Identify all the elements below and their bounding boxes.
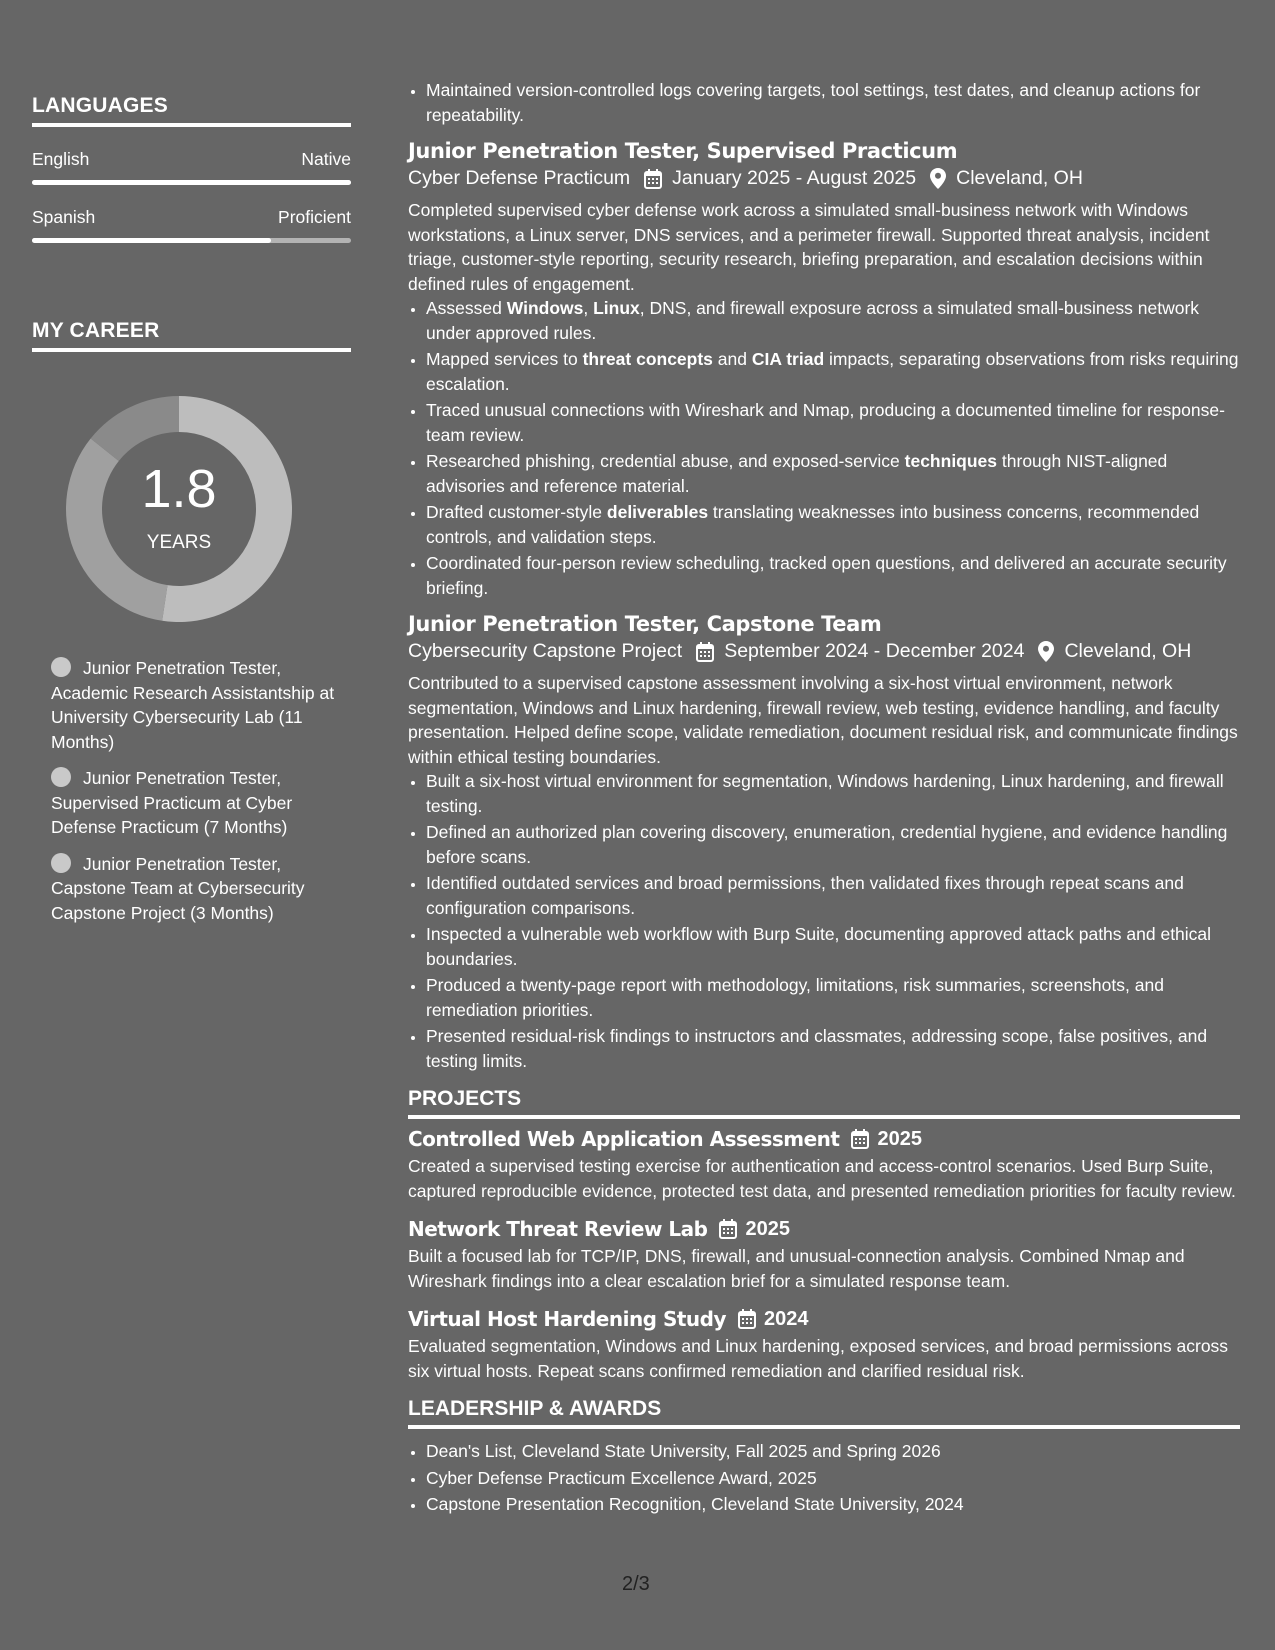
projects-heading: PROJECTS <box>408 1087 1240 1119</box>
bullet-item: • Coordinated four-person review scheduling, tracked open questions, and delivered an accurate security briefing. <box>426 551 1240 600</box>
bullet-item: • Maintained version-controlled logs covering targets, tool settings, test dates, and cleanup actions for repeatability. <box>426 78 1240 127</box>
project-description: Evaluated segmentation, Windows and Linux hardening, exposed services, and broad permissions across six virtual hosts. Repeat scans confirmed remediation and clarified residual risk. <box>408 1336 1229 1381</box>
project-year: 2024 <box>764 1307 809 1330</box>
language-bar <box>32 238 351 243</box>
job-location: Cleveland, OH <box>956 167 1083 189</box>
career-item: Junior Penetration Tester, Supervised Practicum at Cyber Defense Practicum (7 Months) <box>51 768 293 837</box>
job-entry <box>408 139 1240 600</box>
carryover-bullets <box>408 78 1240 127</box>
page-number: 2/3 <box>622 1573 650 1595</box>
career-heading: MY CAREER <box>32 319 351 352</box>
calendar-icon <box>719 1219 737 1239</box>
calendar-icon <box>851 1129 869 1149</box>
project-entry <box>408 1127 1240 1203</box>
award-item: • Cyber Defense Practicum Excellence Award, 2025 <box>426 1466 1240 1491</box>
bullet-item: • Researched phishing, credential abuse, and exposed-service techniques through NIST-aligned advisories and reference material. <box>426 449 1240 498</box>
project-description: Created a supervised testing exercise for authentication and access-control scenarios. Used Burp Suite, captured reproducible evidence, protected test data, and presented remediation priorities for faculty review. <box>408 1156 1236 1201</box>
language-english <box>32 149 351 185</box>
job-bullets <box>408 769 1240 1073</box>
career-item: Junior Penetration Tester, Academic Research Assistantship at University Cybersecurity Lab (11 Months) <box>51 658 335 752</box>
career-item: Junior Penetration Tester, Capstone Team at Cybersecurity Capstone Project (3 Months) <box>51 853 305 923</box>
language-level: Proficient <box>278 207 351 227</box>
bullet-item: • Assessed Windows, Linux, DNS, and firewall exposure across a simulated small-business network under approved rules. <box>426 296 1240 345</box>
career-list <box>51 656 351 925</box>
language-level: Native <box>301 149 351 169</box>
job-entry <box>408 612 1240 1073</box>
project-name: Virtual Host Hardening Study <box>408 1307 727 1331</box>
job-company: Cybersecurity Capstone Project <box>408 640 683 662</box>
awards-list <box>408 1439 1240 1517</box>
bullet-item: • Presented residual-risk findings to instructors and classmates, addressing scope, false positives, and testing limits. <box>426 1024 1240 1073</box>
language-bar <box>32 180 351 185</box>
job-title: Junior Penetration Tester, Capstone Team <box>408 612 882 636</box>
career-years-value: 1.8 <box>141 459 217 519</box>
project-description: Built a focused lab for TCP/IP, DNS, firewall, and unusual-connection analysis. Combined Nmap and Wireshark findings into a clear escalation brief for a simulated response team. <box>408 1246 1185 1291</box>
career-years-unit: YEARS <box>146 532 212 553</box>
job-dates: September 2024 - December 2024 <box>724 640 1025 662</box>
bullet-item: • Drafted customer-style deliverables translating weaknesses into business concerns, recommended controls, and validation steps. <box>426 500 1240 549</box>
bullet-item: • Identified outdated services and broad permissions, then validated fixes through repeat scans and configuration comparisons. <box>426 871 1240 920</box>
project-name: Network Threat Review Lab <box>408 1217 708 1241</box>
calendar-icon <box>696 642 714 662</box>
map-pin-icon <box>1038 641 1054 662</box>
bullet-item: • Produced a twenty-page report with methodology, limitations, risk summaries, screenshots, and remediation priorities. <box>426 973 1240 1022</box>
bullet-item: • Mapped services to threat concepts and CIA triad impacts, separating observations from risks requiring escalation. <box>426 347 1240 396</box>
project-year: 2025 <box>877 1127 922 1150</box>
language-spanish <box>32 207 351 243</box>
job-description: Completed supervised cyber defense work across a simulated small-business network with Windows workstations, a Linux server, DNS services, and a perimeter firewall. Supported threat analysis, incident triage, customer-style reporting, security research, briefing preparation, and escalation decisions within defined rules of engagement. <box>408 200 1210 294</box>
bullet-item: • Inspected a vulnerable web workflow with Burp Suite, documenting approved attack paths and ethical boundaries. <box>426 922 1240 971</box>
language-name: English <box>32 149 90 169</box>
project-entry <box>408 1307 1240 1383</box>
map-pin-icon <box>930 168 946 189</box>
bullet-item: • Traced unusual connections with Wireshark and Nmap, producing a documented timeline for response-team review. <box>426 398 1240 447</box>
job-dates: January 2025 - August 2025 <box>672 167 917 189</box>
job-description: Contributed to a supervised capstone assessment involving a six-host virtual environment, network segmentation, Windows and Linux hardening, firewall review, web testing, evidence handling, and faculty presentation. Helped define scope, validate remediation, document residual risk, and communicate findings within ethical testing boundaries. <box>408 673 1238 767</box>
awards-heading: LEADERSHIP & AWARDS <box>408 1397 1240 1429</box>
job-location: Cleveland, OH <box>1064 640 1192 662</box>
career-dot-icon <box>51 767 71 787</box>
language-bar-fill <box>32 238 271 243</box>
project-entry <box>408 1217 1240 1293</box>
award-item: • Capstone Presentation Recognition, Cleveland State University, 2024 <box>426 1492 1240 1517</box>
language-name: Spanish <box>32 207 96 227</box>
bullet-item: • Defined an authorized plan covering discovery, enumeration, credential hygiene, and evidence handling before scans. <box>426 820 1240 869</box>
main-content <box>408 78 1240 1519</box>
job-company: Cyber Defense Practicum <box>408 167 631 189</box>
job-bullets <box>408 296 1240 600</box>
project-year: 2025 <box>745 1217 790 1240</box>
languages-heading: LANGUAGES <box>32 94 351 127</box>
sidebar <box>32 94 351 937</box>
calendar-icon <box>738 1309 756 1329</box>
job-title: Junior Penetration Tester, Supervised Practicum <box>408 139 958 163</box>
career-dot-icon <box>51 853 71 873</box>
career-dot-icon <box>51 657 71 677</box>
award-item: • Dean's List, Cleveland State University, Fall 2025 and Spring 2026 <box>426 1439 1240 1464</box>
career-donut-chart <box>66 396 292 622</box>
job-meta <box>408 640 1240 663</box>
language-bar-fill <box>32 180 351 185</box>
calendar-icon <box>644 169 662 189</box>
job-meta <box>408 167 1240 190</box>
bullet-item: • Built a six-host virtual environment for segmentation, Windows hardening, Linux hardening, and firewall testing. <box>426 769 1240 818</box>
project-name: Controlled Web Application Assessment <box>408 1127 840 1151</box>
